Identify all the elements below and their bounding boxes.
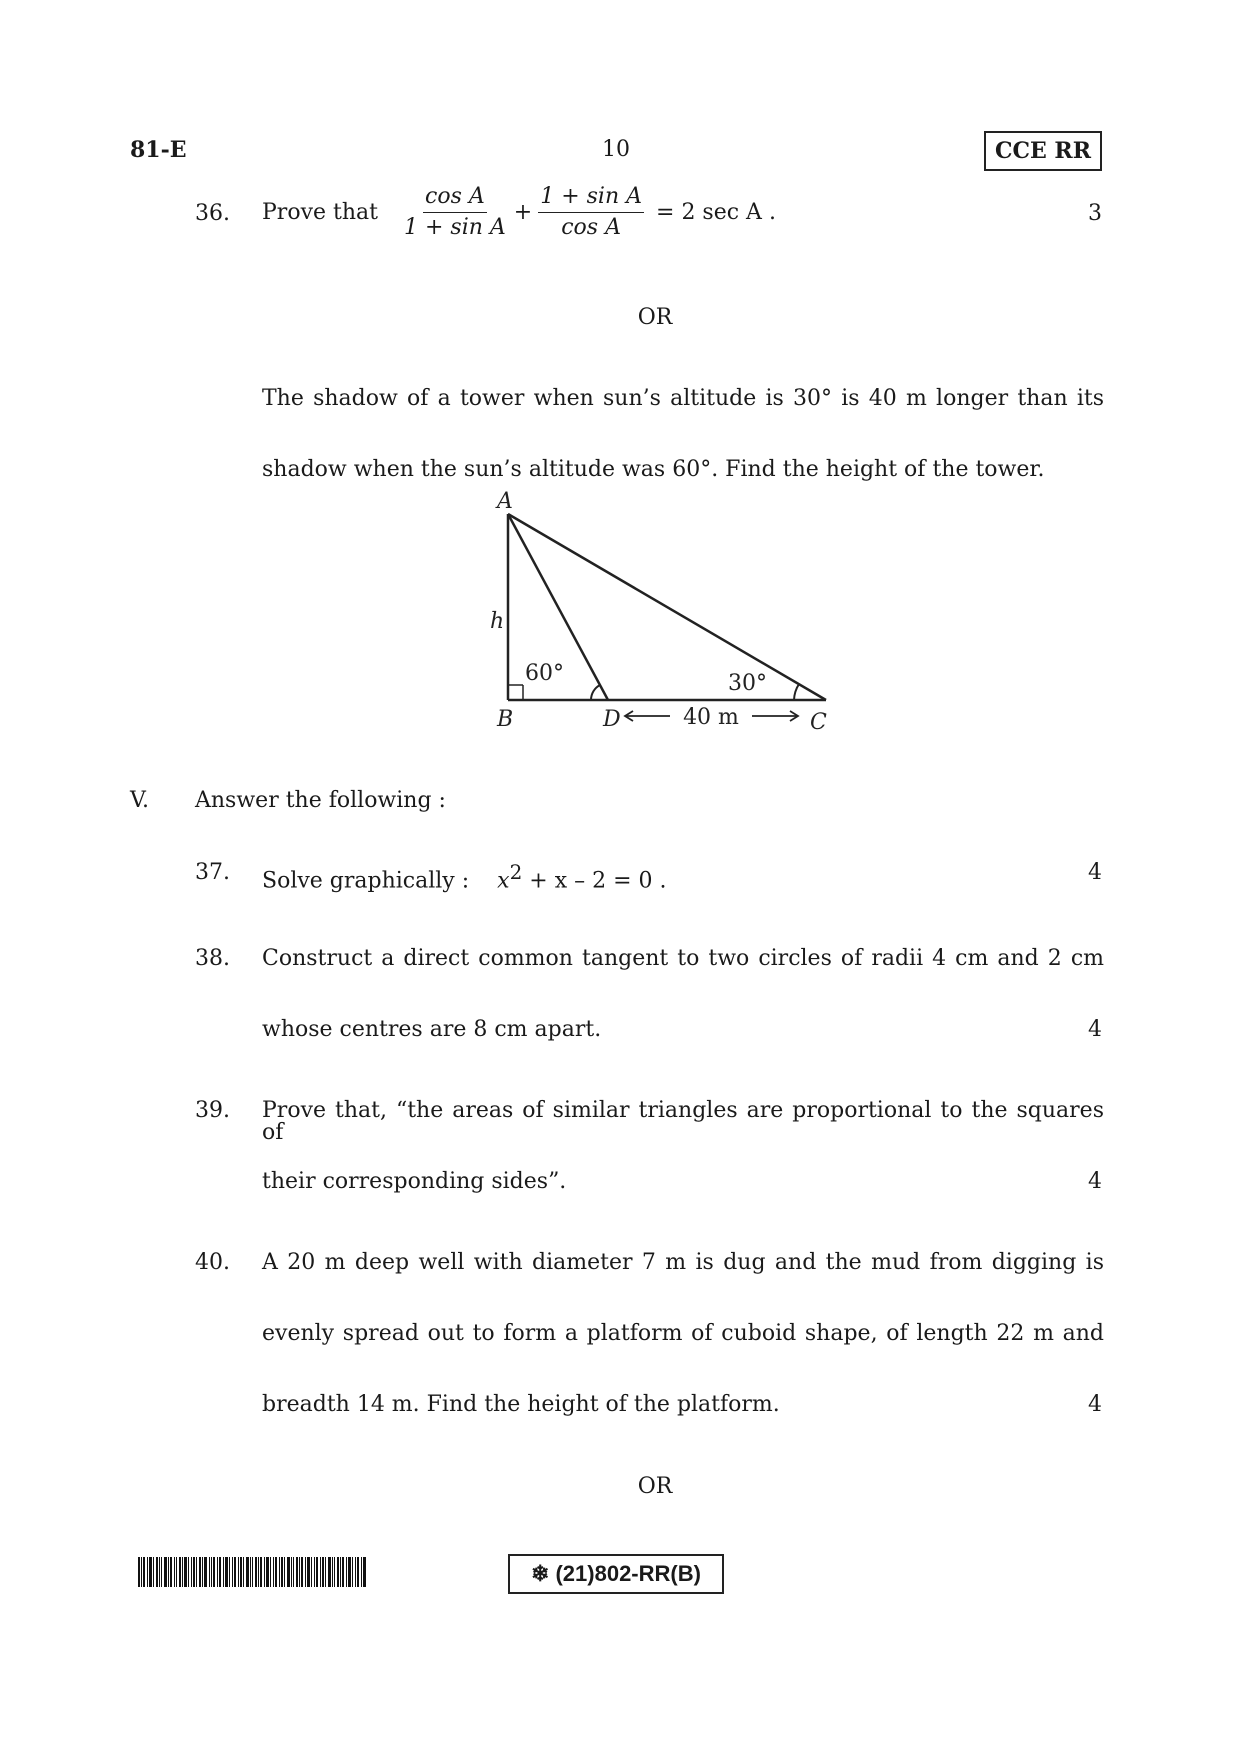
q39-line-1: Prove that, “the areas of similar triangles are proportional to the squares of xyxy=(262,1098,1104,1145)
q36-frac1-num: cos A xyxy=(423,186,487,213)
q38-number: 38. xyxy=(195,946,230,971)
q39-number: 39. xyxy=(195,1098,230,1123)
q40-marks: 4 xyxy=(1088,1392,1102,1417)
q37-number: 37. xyxy=(195,860,230,885)
q40-number: 40. xyxy=(195,1250,230,1275)
tower-figure xyxy=(470,490,850,735)
distance-label: 40 m xyxy=(683,705,739,730)
q36-number: 36. xyxy=(195,201,230,226)
q36-frac2-den: cos A xyxy=(561,215,621,240)
label-h: h xyxy=(490,609,505,634)
angle-arc-C xyxy=(794,684,799,700)
label-A: A xyxy=(497,490,513,514)
q37-statement xyxy=(262,862,667,892)
barcode-image xyxy=(138,1557,366,1587)
snowflake-icon: ❄ xyxy=(531,1561,550,1586)
q38-line-1: Construct a direct common tangent to two circles of radii 4 cm and 2 cm xyxy=(262,946,1104,971)
q36-alt-line-2: shadow when the sun’s altitude was 60°. Find the height of the tower. xyxy=(262,457,1045,482)
q36-prefix: Prove that xyxy=(262,199,378,225)
page-number: 10 xyxy=(602,137,630,162)
label-C: C xyxy=(810,710,827,735)
q39-marks: 4 xyxy=(1088,1169,1102,1194)
q36-frac2-num: 1 + sin A xyxy=(538,186,644,213)
paper-code: 81-E xyxy=(130,137,187,163)
angle-arc-D xyxy=(591,685,600,700)
q36-alt-line-1: The shadow of a tower when sun’s altitude is 30° is 40 m longer than its xyxy=(262,386,1104,411)
footer-code: (21)802-RR(B) xyxy=(555,1561,701,1586)
section-v-number: V. xyxy=(130,788,150,813)
angle-label-60: 60° xyxy=(525,661,564,686)
footer-code-box xyxy=(508,1554,724,1594)
q36-statement xyxy=(262,186,776,239)
q38-marks: 4 xyxy=(1088,1017,1102,1042)
label-B: B xyxy=(497,707,514,732)
q40-or: OR xyxy=(637,1474,673,1499)
q38-line-2: whose centres are 8 cm apart. xyxy=(262,1017,602,1042)
q36-marks: 3 xyxy=(1088,201,1102,226)
q39-line-2: their corresponding sides”. xyxy=(262,1169,567,1194)
label-D: D xyxy=(603,707,621,732)
q37-marks: 4 xyxy=(1088,860,1102,885)
q37-eq-rest: + x – 2 = 0 . xyxy=(522,868,667,894)
q36-frac1-den: 1 + sin A xyxy=(403,215,506,240)
angle-label-30: 30° xyxy=(728,671,767,696)
q37-eq-x: x xyxy=(497,868,510,894)
q36-fraction-1 xyxy=(402,186,508,239)
q36-or: OR xyxy=(637,305,673,330)
q36-plus: + xyxy=(513,199,533,225)
q40-line-3: breadth 14 m. Find the height of the platform. xyxy=(262,1392,780,1417)
q36-fraction-2 xyxy=(538,186,644,239)
barcode-bars xyxy=(138,1557,366,1587)
q40-line-2: evenly spread out to form a platform of cuboid shape, of length 22 m and xyxy=(262,1321,1104,1346)
header-box-label: CCE RR xyxy=(984,131,1102,171)
q40-line-1: A 20 m deep well with diameter 7 m is dug and the mud from digging is xyxy=(262,1250,1104,1275)
section-v-title: Answer the following : xyxy=(195,788,446,813)
q37-eq-exponent: 2 xyxy=(509,860,523,884)
q37-text: Solve graphically : xyxy=(262,868,470,894)
q36-rhs: = 2 sec A . xyxy=(656,199,776,225)
